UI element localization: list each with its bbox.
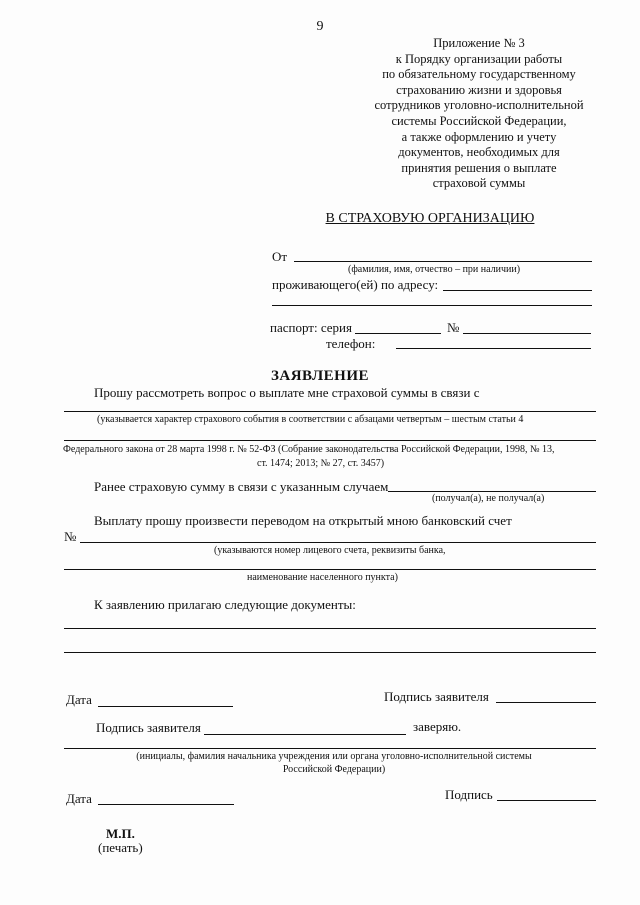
address-label: проживающего(ей) по адресу: — [272, 277, 439, 292]
request-text: Прошу рассмотреть вопрос о выплате мне страховой суммы в связи с — [94, 385, 480, 400]
name-field-line[interactable] — [294, 261, 592, 262]
account-field-line-2[interactable] — [64, 569, 596, 570]
prior-payment-field[interactable] — [388, 491, 596, 492]
applicant-signature-label-2: Подпись заявителя — [96, 720, 201, 735]
phone-field[interactable] — [396, 348, 591, 349]
certified-signature-field[interactable] — [204, 734, 406, 735]
attachments-text: К заявлению прилагаю следующие документы: — [94, 597, 356, 612]
passport-series-label: паспорт: серия — [270, 320, 352, 335]
locality-hint: наименование населенного пункта) — [247, 572, 398, 583]
seal-abbreviation: М.П. — [106, 826, 135, 841]
certify-text: заверяю. — [413, 719, 462, 734]
appendix-line: страховой суммы — [432, 176, 526, 191]
passport-number-field[interactable] — [463, 333, 591, 334]
event-hint: (указывается характер страхового события в соответствии с абзацами четвертым – шестым статьи 4 — [97, 414, 524, 425]
law-reference-line-2: ст. 1474; 2013; № 27, ст. 3457) — [257, 458, 385, 469]
head-name-field-line[interactable] — [64, 748, 596, 749]
from-label: От — [272, 249, 288, 264]
account-field-line[interactable] — [80, 542, 596, 543]
account-number-sign: № — [64, 529, 77, 544]
address-field-line[interactable] — [443, 290, 592, 291]
appendix-line: к Порядку организации работы — [395, 51, 563, 66]
applicant-signature-label: Подпись заявителя — [384, 689, 489, 704]
date-label: Дата — [66, 692, 92, 707]
prior-payment-text: Ранее страховую сумму в связи с указанным случаем — [94, 479, 389, 494]
appendix-line: принятия решения о выплате — [401, 160, 557, 175]
appendix-line: сотрудников уголовно-исполнительной — [374, 98, 584, 113]
signature-field[interactable] — [497, 800, 596, 801]
name-hint: (фамилия, имя, отчество – при наличии) — [348, 264, 521, 275]
date-label-2: Дата — [66, 791, 92, 806]
seal-text: (печать) — [98, 840, 143, 855]
appendix-line: Приложение № 3 — [433, 36, 525, 50]
page-number: 9 — [316, 19, 324, 34]
passport-series-field[interactable] — [355, 333, 441, 334]
date-field-2[interactable] — [98, 804, 234, 805]
event-field-line[interactable] — [64, 411, 596, 412]
appendix-line: а также оформлению и учету — [401, 129, 557, 144]
head-hint-line-1: (инициалы, фамилия начальника учреждения или органа уголовно-исполнительной системы — [136, 751, 532, 762]
appendix-line: страхованию жизни и здоровья — [396, 82, 562, 97]
attachments-field-line-1[interactable] — [64, 628, 596, 629]
document-title: ЗАЯВЛЕНИЕ — [270, 368, 370, 384]
prior-payment-hint: (получал(а), не получал(а) — [432, 493, 545, 504]
event-field-line-2[interactable] — [64, 440, 596, 441]
addressee: В СТРАХОВУЮ ОРГАНИЗАЦИЮ — [325, 211, 535, 226]
head-hint-line-2: Российской Федерации) — [282, 764, 386, 775]
attachments-field-line-2[interactable] — [64, 652, 596, 653]
law-reference-line-1: Федерального закона от 28 марта 1998 г. № 52-ФЗ (Собрание законодательства Российской Федерации, 1998, № 13, — [63, 444, 555, 455]
passport-number-sign: № — [447, 320, 460, 335]
date-field[interactable] — [98, 706, 233, 707]
applicant-signature-field[interactable] — [496, 702, 596, 703]
signature-label: Подпись — [445, 787, 493, 802]
payment-text: Выплату прошу произвести переводом на открытый мною банковский счет — [94, 513, 512, 528]
address-field-line-2[interactable] — [272, 305, 592, 306]
phone-label: телефон: — [326, 336, 376, 351]
appendix-line: системы Российской Федерации, — [391, 113, 567, 128]
appendix-header — [350, 36, 608, 192]
appendix-line: по обязательному государственному — [382, 67, 576, 82]
account-hint: (указываются номер лицевого счета, реквизиты банка, — [214, 545, 446, 556]
appendix-line: документов, необходимых для — [398, 145, 560, 160]
